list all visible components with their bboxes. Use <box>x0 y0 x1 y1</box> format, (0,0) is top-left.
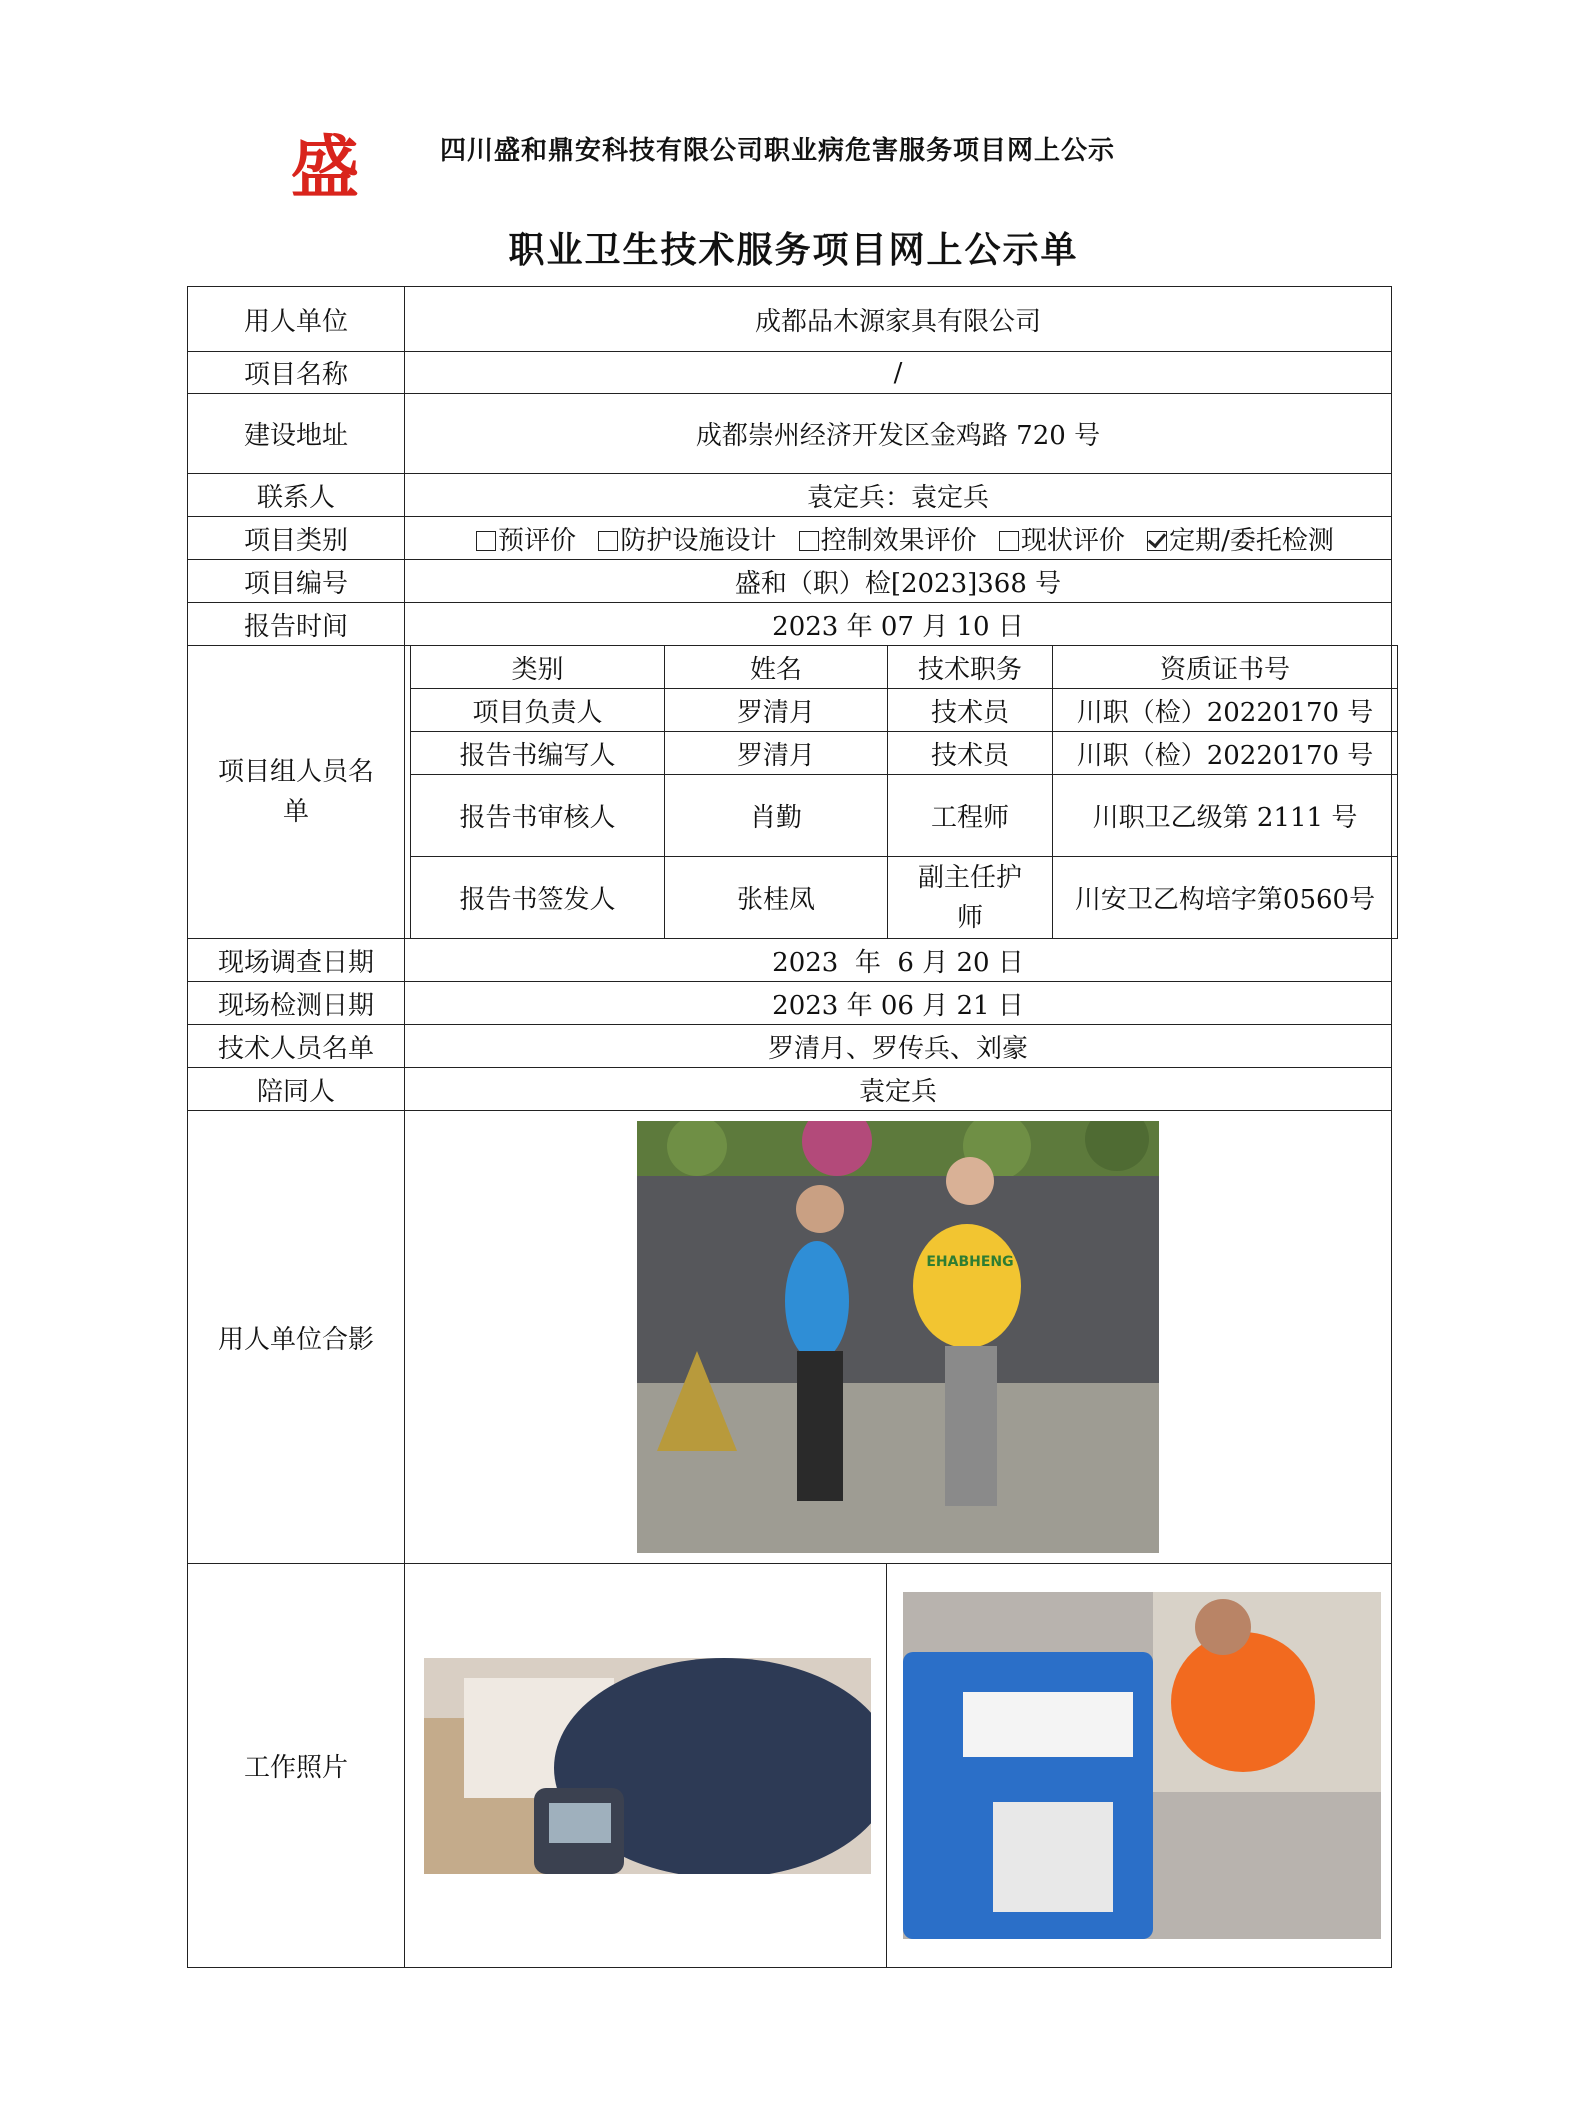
publicity-table <box>187 286 1392 1968</box>
group-photo-cell <box>405 1111 1392 1564</box>
shirt-print-text: EHABHENG <box>926 1254 1014 1270</box>
team-member-name: 张桂凤 <box>665 857 888 939</box>
row-category <box>188 517 1392 560</box>
label-project-number: 项目编号 <box>188 560 405 603</box>
value-report-time: 2023 年 07 月 10 日 <box>405 603 1392 646</box>
team-row <box>411 775 1398 857</box>
checkbox-status-evaluation[interactable] <box>999 531 1019 551</box>
checkbox-periodic-testing[interactable] <box>1147 531 1167 551</box>
value-survey-date: 2023 年 6 月 20 日 <box>405 939 1392 982</box>
row-survey-date <box>188 939 1392 982</box>
work-photo-right-image <box>903 1592 1381 1939</box>
row-report-time <box>188 603 1392 646</box>
team-member-title: 副主任护师 <box>888 857 1053 939</box>
team-table <box>410 645 1398 939</box>
team-header-certificate: 资质证书号 <box>1053 646 1398 689</box>
logo-char: 盛 <box>290 128 360 205</box>
checkbox-protection-design[interactable] <box>598 531 618 551</box>
value-project-name: / <box>405 352 1392 394</box>
page-header <box>0 0 1587 220</box>
option-status-evaluation: 现状评价 <box>1020 525 1125 556</box>
team-member-certificate: 川职（检）20220170 号 <box>1053 732 1398 775</box>
label-report-time: 报告时间 <box>188 603 405 646</box>
team-role: 报告书编写人 <box>411 732 665 775</box>
value-accompany: 袁定兵 <box>405 1068 1392 1111</box>
work-photos-cell <box>405 1564 1392 1968</box>
label-employer: 用人单位 <box>188 287 405 352</box>
team-member-certificate: 川安卫乙构培字第0560号 <box>1053 857 1398 939</box>
value-technicians: 罗清月、罗传兵、刘豪 <box>405 1025 1392 1068</box>
team-header-title: 技术职务 <box>888 646 1053 689</box>
row-project-name <box>188 352 1392 394</box>
label-group-photo: 用人单位合影 <box>188 1111 405 1564</box>
row-accompany <box>188 1068 1392 1111</box>
work-photo-left-image <box>424 1658 871 1874</box>
team-header-category: 类别 <box>411 646 665 689</box>
label-test-date: 现场检测日期 <box>188 982 405 1025</box>
team-row <box>411 732 1398 775</box>
value-category <box>405 517 1392 560</box>
team-cell <box>405 646 1392 939</box>
option-pre-evaluation: 预评价 <box>498 525 577 556</box>
row-address <box>188 394 1392 474</box>
row-contact <box>188 474 1392 517</box>
label-category: 项目类别 <box>188 517 405 560</box>
row-test-date <box>188 982 1392 1025</box>
team-member-title: 工程师 <box>888 775 1053 857</box>
team-member-name: 肖勤 <box>665 775 888 857</box>
group-photo-image <box>637 1121 1159 1553</box>
value-contact: 袁定兵：袁定兵 <box>405 474 1392 517</box>
value-address: 成都崇州经济开发区金鸡路 720 号 <box>405 394 1392 474</box>
checkbox-pre-evaluation[interactable] <box>476 531 496 551</box>
label-survey-date: 现场调查日期 <box>188 939 405 982</box>
page-title: 职业卫生技术服务项目网上公示单 <box>508 229 1079 271</box>
row-technicians <box>188 1025 1392 1068</box>
option-control-effect: 控制效果评价 <box>820 525 977 556</box>
row-employer <box>188 287 1392 352</box>
team-header-row <box>411 646 1398 689</box>
team-role: 项目负责人 <box>411 689 665 732</box>
option-periodic-testing: 定期/委托检测 <box>1169 525 1334 556</box>
team-header-name: 姓名 <box>665 646 888 689</box>
team-member-title: 技术员 <box>888 689 1053 732</box>
label-technicians: 技术人员名单 <box>188 1025 405 1068</box>
label-accompany: 陪同人 <box>188 1068 405 1111</box>
checkbox-control-effect[interactable] <box>799 531 819 551</box>
value-test-date: 2023 年 06 月 21 日 <box>405 982 1392 1025</box>
team-role: 报告书签发人 <box>411 857 665 939</box>
team-row <box>411 689 1398 732</box>
row-work-photos <box>188 1564 1392 1968</box>
team-member-title: 技术员 <box>888 732 1053 775</box>
option-protection-design: 防护设施设计 <box>620 525 777 556</box>
label-team: 项目组人员名单 <box>188 646 405 939</box>
row-group-photo <box>188 1111 1392 1564</box>
label-contact: 联系人 <box>188 474 405 517</box>
label-project-name: 项目名称 <box>188 352 405 394</box>
value-employer: 成都品木源家具有限公司 <box>405 287 1392 352</box>
label-address: 建设地址 <box>188 394 405 474</box>
team-member-certificate: 川职（检）20220170 号 <box>1053 689 1398 732</box>
work-photos-table <box>410 1563 1397 1968</box>
team-member-name: 罗清月 <box>665 732 888 775</box>
work-photo-left-cell <box>410 1563 886 1968</box>
label-work-photos: 工作照片 <box>188 1564 405 1968</box>
team-row <box>411 857 1398 939</box>
company-title: 四川盛和鼎安科技有限公司职业病危害服务项目网上公示 <box>440 136 1116 166</box>
team-member-name: 罗清月 <box>665 689 888 732</box>
value-project-number: 盛和（职）检[2023]368 号 <box>405 560 1392 603</box>
sheng-seal-logo-icon <box>285 125 365 205</box>
work-photo-right-cell <box>886 1563 1397 1968</box>
team-role: 报告书审核人 <box>411 775 665 857</box>
team-member-certificate: 川职卫乙级第 2111 号 <box>1053 775 1398 857</box>
row-project-number <box>188 560 1392 603</box>
row-team <box>188 646 1392 939</box>
